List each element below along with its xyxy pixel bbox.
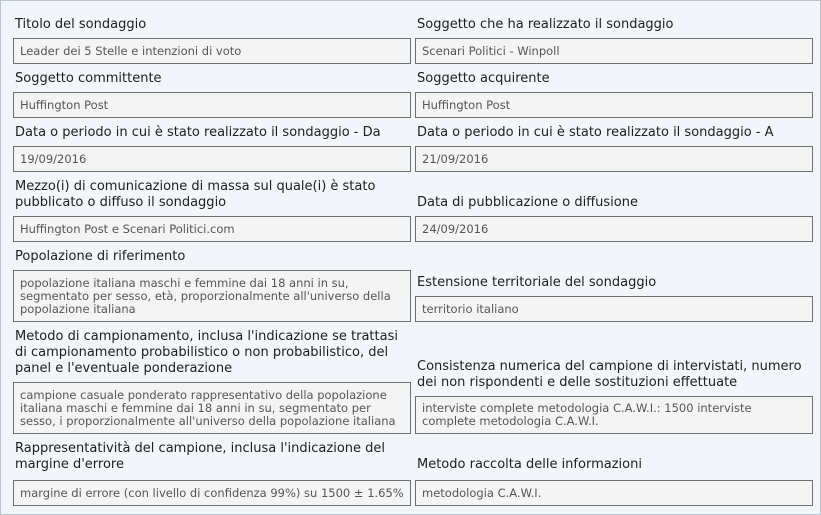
survey-title-value: Leader dei 5 Stelle e intenzioni di voto <box>20 43 242 58</box>
buyer-label: Soggetto acquirente <box>417 71 550 86</box>
sampling-method-label: Metodo di campionamento, inclusa l'indicazione se trattasi di campionamento probabilistico o non probabilistico, del panel e l'eventuale ponderazione <box>15 329 398 376</box>
representativeness-label: Rappresentatività del campione, inclusa l'indicazione del margine d'errore <box>15 441 386 472</box>
survey-title-label: Titolo del sondaggio <box>15 17 147 32</box>
territory-label: Estensione territoriale del sondaggio <box>417 275 657 290</box>
sampling-method-field[interactable] <box>13 382 411 434</box>
date-to-value: 21/09/2016 <box>422 151 489 166</box>
media-value: Huffington Post e Scenari Politici.com <box>20 221 235 236</box>
sampling-method-value: campione casuale ponderato rappresentativo della popolazione italiana maschi e femmine dai 18 anni in su, segmentato per sesso, i proporzionalmente all'universo della popolazione italiana <box>20 387 396 428</box>
survey-title-field[interactable] <box>13 38 411 64</box>
buyer-value: Huffington Post <box>422 97 511 112</box>
population-value: popolazione italiana maschi e femmine dai 18 anni in su, segmentato per sesso, età, proporzionalmente all'universo della popolazione italiana <box>20 275 391 316</box>
client-field[interactable] <box>13 92 411 118</box>
representativeness-field[interactable] <box>13 480 411 506</box>
publication-date-field[interactable] <box>415 216 813 242</box>
buyer-field[interactable] <box>415 92 813 118</box>
date-from-label: Data o periodo in cui è stato realizzato il sondaggio - Da <box>15 125 381 140</box>
population-field[interactable] <box>13 270 411 322</box>
population-label: Popolazione di riferimento <box>15 249 186 264</box>
media-label: Mezzo(i) di comunicazione di massa sul quale(i) è stato pubblicato o diffuso il sondaggio <box>15 179 376 210</box>
date-to-field[interactable] <box>415 146 813 172</box>
sample-size-label: Consistenza numerica del campione di intervistati, numero dei non rispondenti e delle sostituzioni effettuate <box>417 359 802 390</box>
collection-method-label: Metodo raccolta delle informazioni <box>417 457 642 472</box>
media-field[interactable] <box>13 216 411 242</box>
executor-field[interactable] <box>415 38 813 64</box>
executor-label: Soggetto che ha realizzato il sondaggio <box>417 17 674 32</box>
publication-date-value: 24/09/2016 <box>422 221 489 236</box>
territory-field[interactable] <box>415 296 813 322</box>
sample-size-field[interactable] <box>415 396 813 434</box>
publication-date-label: Data di pubblicazione o diffusione <box>417 195 638 210</box>
sample-size-value: interviste complete metodologia C.A.W.I.: 1500 interviste complete metodologia C.A.W.I. <box>422 401 752 428</box>
client-value: Huffington Post <box>20 97 109 112</box>
client-label: Soggetto committente <box>15 71 162 86</box>
date-from-value: 19/09/2016 <box>20 151 87 166</box>
date-to-label: Data o periodo in cui è stato realizzato il sondaggio - A <box>417 125 774 140</box>
representativeness-value: margine di errore (con livello di confidenza 99%) su 1500 ± 1.65% <box>20 485 404 500</box>
territory-value: territorio italiano <box>422 301 519 316</box>
date-from-field[interactable] <box>13 146 411 172</box>
collection-method-value: metodologia C.A.W.I. <box>422 485 542 500</box>
executor-value: Scenari Politici - Winpoll <box>422 43 560 58</box>
collection-method-field[interactable] <box>415 480 813 506</box>
